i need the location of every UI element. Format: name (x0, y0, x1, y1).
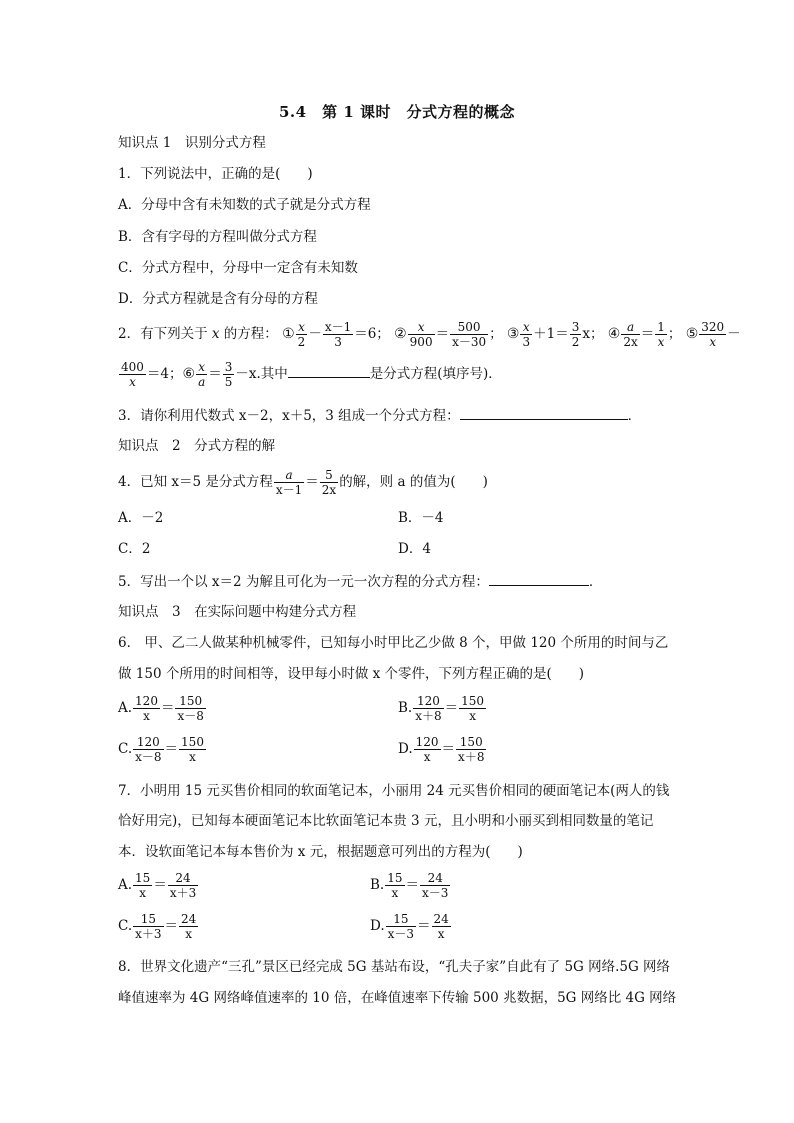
answer-blank[interactable] (489, 571, 589, 586)
fraction: $\frac{150}{x+8}$ (458, 735, 485, 764)
fraction: $\frac{150}{x}$ (461, 694, 485, 723)
fraction: $\frac{a}{x-1}$ (275, 468, 303, 497)
fraction: $\frac{24}{x+3}$ (169, 871, 197, 900)
section-heading-2: 知识点 2 分式方程的解 (118, 438, 276, 454)
fraction: $\frac{3}{5}$ (224, 360, 233, 389)
q2-line-2: $\frac{400}{x}$ ＝4；⑥ $\frac{x}{a}$ ＝ $\frac{3}{5}$ －x.其中 是分式方程(填序号)． (121, 360, 502, 389)
fraction: $\frac{x-1}{3}$ (324, 320, 352, 349)
fraction: $\frac{120}{x}$ (415, 735, 439, 764)
q1-option-b: B．含有字母的方程叫做分式方程 (118, 229, 317, 245)
fraction: $\frac{a}{2x}$ (623, 320, 638, 349)
section-heading-1: 知识点 1 识别分式方程 (118, 135, 266, 151)
fraction: $\frac{x}{3}$ (522, 320, 531, 349)
q6-option-d: D. $\frac{120}{x}$ ＝ $\frac{150}{x+8}$ (398, 735, 485, 764)
fraction: $\frac{120}{x}$ (135, 694, 158, 723)
fraction: $\frac{15}{x-3}$ (387, 912, 415, 941)
q7-line-1: 7．小明用 15 元买售价相同的软面笔记本，小丽用 24 元买售价相同的硬面笔记本(两人的钱 (118, 783, 670, 799)
q4-option-b: B．－4 (398, 510, 444, 526)
q7-line-3: 本．设软面笔记本每本售价为 x 元，根据题意可列出的方程为( ) (118, 844, 523, 860)
answer-blank[interactable] (460, 405, 628, 420)
fraction: $\frac{15}{x+3}$ (135, 912, 162, 941)
q1-option-d: D．分式方程就是含有分母的方程 (118, 291, 318, 307)
fraction: $\frac{120}{x-8}$ (135, 735, 162, 764)
fraction: $\frac{1}{x}$ (657, 320, 665, 349)
q6-line-1: 6． 甲、乙二人做某种机械零件，已知每小时甲比乙少做 8 个，甲做 120 个所用的时间与乙 (118, 635, 669, 651)
fraction: $\frac{15}{x}$ (135, 871, 151, 900)
fraction: $\frac{150}{x-8}$ (177, 694, 204, 723)
fraction: $\frac{120}{x+8}$ (415, 694, 442, 723)
q2-line-1: 2．有下列关于 x 的方程： ① $\frac{x}{2}$ － $\frac{x-1}{3}$ ＝6； ② $\frac{x}{900}$ ＝ $\frac{500}{x-30}$ ； ③ $\frac{x}{3}$ ＋1＝ $\frac{3}{2}$ x； ④ $\frac{a}{2x}$ ＝ $\frac{1}{x}$ ； ⑤ $\frac{320}{x}$ － (118, 320, 741, 349)
q6-option-b: B. $\frac{120}{x+8}$ ＝ $\frac{150}{x}$ (398, 694, 485, 723)
q7-option-a: A. $\frac{15}{x}$ ＝ $\frac{24}{x+3}$ (118, 871, 197, 900)
q7-option-c: C. $\frac{15}{x+3}$ ＝ $\frac{24}{x}$ (118, 912, 197, 941)
fraction: $\frac{24}{x-3}$ (422, 871, 449, 900)
q4-stem: 4．已知 x＝5 是分式方程 $\frac{a}{x-1}$ ＝ $\frac{5}{2x}$ 的解，则 a 的值为( ) (118, 468, 488, 497)
q3-stem: 3．请你利用代数式 x－2，x＋5，3 组成一个分式方程： ． (118, 405, 641, 426)
q4-option-c: C．2 (118, 541, 151, 557)
q8-line-1: 8．世界文化遗产“三孔”景区已经完成 5G 基站布设，“孔夫子家”自此有了 5G 网络.5G 网络 (118, 959, 671, 975)
answer-blank[interactable] (288, 363, 370, 378)
q5-stem: 5．写出一个以 x＝2 为解且可化为一元一次方程的分式方程： ． (118, 571, 602, 592)
fraction: $\frac{3}{2}$ (571, 320, 580, 349)
q1-option-a: A．分母中含有未知数的式子就是分式方程 (118, 197, 371, 213)
fraction: $\frac{24}{x}$ (181, 912, 197, 941)
q4-option-d: D．4 (398, 541, 431, 557)
fraction: $\frac{400}{x}$ (121, 360, 144, 389)
q6-line-2: 做 150 个所用的时间相等，设甲每小时做 x 个零件，下列方程正确的是( ) (118, 666, 585, 682)
q7-option-b: B. $\frac{15}{x}$ ＝ $\frac{24}{x-3}$ (370, 871, 449, 900)
fraction: $\frac{150}{x}$ (181, 735, 204, 764)
section-heading-3: 知识点 3 在实际问题中构建分式方程 (118, 604, 357, 620)
q6-option-c: C. $\frac{120}{x-8}$ ＝ $\frac{150}{x}$ (118, 735, 204, 764)
q4-option-a: A．－2 (118, 510, 164, 526)
page-title: 5.4 第 1 课时 分式方程的概念 (279, 103, 515, 121)
q7-line-2: 恰好用完)，已知每本硬面笔记本比软面笔记本贵 3 元，且小明和小丽买到相同数量的笔记 (118, 813, 654, 829)
q6-option-a: A. $\frac{120}{x}$ ＝ $\frac{150}{x-8}$ (118, 694, 204, 723)
fraction: $\frac{15}{x}$ (387, 871, 403, 900)
q8-line-2: 峰值速率为 4G 网络峰值速率的 10 倍，在峰值速率下传输 500 兆数据，5G 网络比 4G 网络 (118, 990, 677, 1006)
fraction: $\frac{320}{x}$ (701, 320, 725, 349)
fraction: $\frac{5}{2x}$ (321, 468, 337, 497)
q1-option-c: C．分式方程中，分母中一定含有未知数 (118, 260, 358, 276)
fraction: $\frac{24}{x}$ (433, 912, 449, 941)
q1-stem: 1．下列说法中，正确的是( ) (118, 166, 313, 182)
q7-option-d: D. $\frac{15}{x-3}$ ＝ $\frac{24}{x}$ (370, 912, 449, 941)
fraction: $\frac{x}{2}$ (297, 320, 306, 349)
fraction: $\frac{x}{900}$ (409, 320, 433, 349)
fraction: $\frac{500}{x-30}$ (452, 320, 487, 349)
fraction: $\frac{x}{a}$ (198, 360, 206, 389)
